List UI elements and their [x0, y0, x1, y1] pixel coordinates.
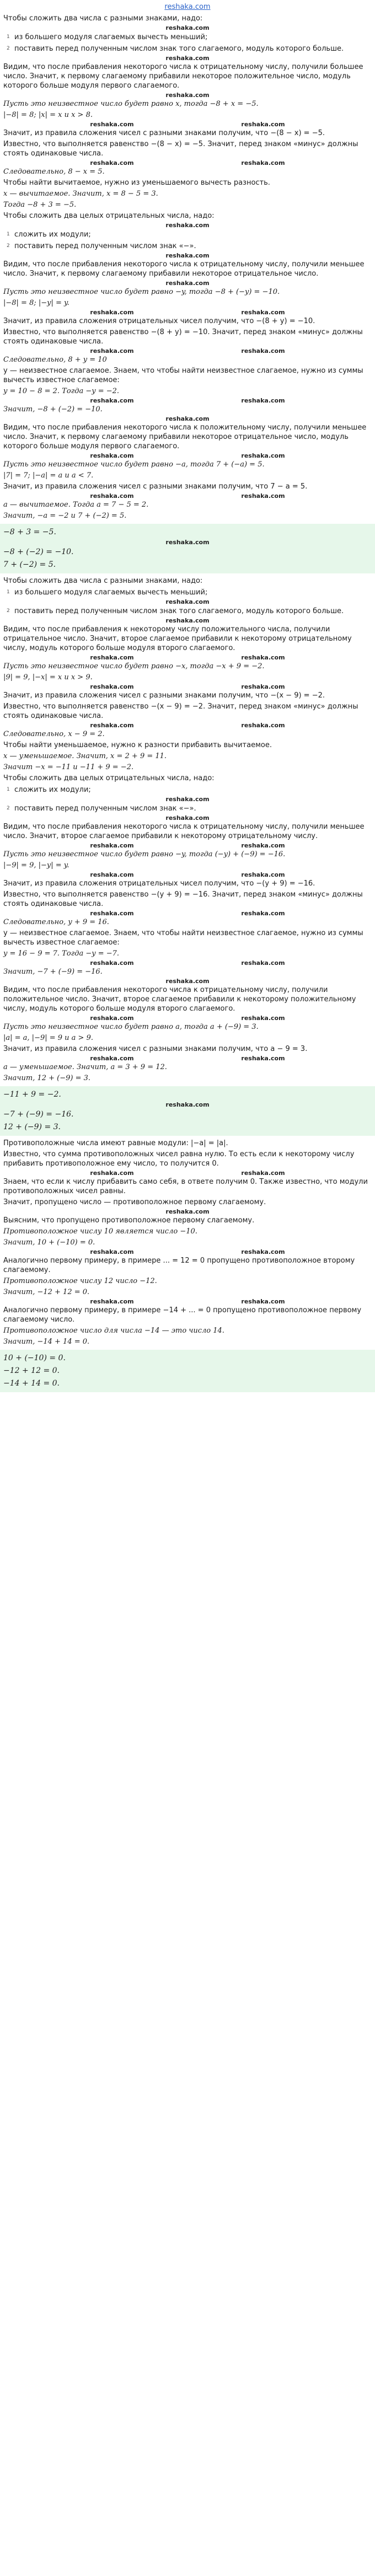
watermark: reshaka.com [90, 1298, 134, 1305]
answers-2 [0, 1086, 375, 1136]
watermark: reshaka.com [165, 598, 210, 605]
part1-p7: Чтобы найти вычитаемое, нужно из уменьшаемого вычесть разность. [3, 179, 270, 187]
watermark: reshaka.com [241, 309, 285, 316]
watermark: reshaka.com [90, 1248, 134, 1255]
part4-rule-1: 1 из большего модуля слагаемых вычесть меньший; [7, 588, 208, 597]
part1-rule-2: 2 поставить перед полученным числом знак того слагаемого, модуль которого больше. [7, 45, 344, 53]
watermark: reshaka.com [241, 959, 285, 967]
watermark: reshaka.com [241, 1055, 285, 1062]
part7-p3: Знаем, что если к числу прибавить само себя, в ответе получим 0. Также известно, что модули противоположных чисел равны. [3, 1178, 368, 1195]
watermark: reshaka.com [241, 121, 285, 128]
part4-p8: x — уменьшаемое. Значит, x = 2 + 9 = 11. [3, 752, 167, 760]
part7 [3, 1138, 372, 1348]
watermark: reshaka.com [90, 397, 134, 404]
part7-p2: Известно, что сумма противоположных чисел равна нулю. То есть если к некоторому числу прибавить противоположное ему число, то получится 0. [3, 1150, 355, 1168]
part6-p3: |a| = a, |−9| = 9 и a > 9. [3, 1034, 93, 1042]
watermark-row [3, 1248, 372, 1255]
watermark: reshaka.com [90, 654, 134, 661]
watermark-row [3, 347, 372, 355]
part2-p4: Значит, из правила сложения отрицательных чисел получим, что −(8 + y) = −10. [3, 317, 315, 325]
part2-rule-2: 2 поставить перед полученным числом знак «−». [7, 242, 196, 250]
rule-text: поставить перед полученным числом знак «−». [14, 242, 196, 250]
part1-p1: Видим, что после прибавления некоторого числа к отрицательному числу, получили большее число. Значит, к первому слагаемому прибавили некоторое положительное число, модуль которого больше модуля первого слагаемого. [3, 63, 363, 90]
part1-rule-1: 1 из большего модуля слагаемых вычесть меньший; [7, 33, 208, 41]
watermark-row [3, 654, 372, 661]
part2-p2: Пусть это неизвестное число будет равно −y, тогда −8 + (−y) = −10. [3, 288, 280, 296]
part4-p3: |9| = 9, |−x| = x и x > 9. [3, 673, 93, 681]
watermark: reshaka.com [241, 910, 285, 917]
part5-rule-1: 1 сложить их модули; [7, 786, 91, 794]
answer-1-3: 7 + (−2) = 5. [3, 559, 372, 571]
watermark: reshaka.com [165, 92, 210, 99]
watermark-row [3, 309, 372, 316]
watermark: reshaka.com [241, 842, 285, 849]
part1-p9: Тогда −8 + 3 = −5. [3, 201, 77, 209]
answer-2-1: −11 + 9 = −2. [3, 1088, 372, 1101]
part1-p3: |−8| = 8; |x| = x и x > 8. [3, 111, 93, 119]
rule-text: сложить их модули; [14, 230, 91, 239]
part7-p11: Аналогично первому примеру, в примере −14 + ... = 0 пропущено противоположное первому слагаемому число. [3, 1306, 362, 1324]
watermark: reshaka.com [165, 1101, 210, 1108]
part2-p8: y = 10 − 8 = 2. Тогда −y = −2. [3, 387, 120, 395]
watermark-row [3, 959, 372, 967]
watermark-row [3, 492, 372, 500]
watermark: reshaka.com [90, 842, 134, 849]
watermark: reshaka.com [165, 222, 210, 229]
watermark: reshaka.com [165, 55, 210, 62]
answer-1-1: −8 + 3 = −5. [3, 526, 372, 539]
rule-text: поставить перед полученным числом знак того слагаемого, модуль которого больше. [14, 607, 344, 615]
part3-p2: Пусть это неизвестное число будет равно −a, тогда 7 + (−a) = 5. [3, 460, 265, 469]
watermark-row [3, 683, 372, 690]
part2-p7: y — неизвестное слагаемое. Знаем, что чтобы найти неизвестное слагаемое, нужно из суммы вычесть известное слагаемое: [3, 367, 363, 384]
part4-intro: Чтобы сложить два числа с разными знаками, надо: [3, 577, 203, 585]
part6-p2: Пусть это неизвестное число будет равно a, тогда a + (−9) = 3. [3, 1023, 259, 1031]
answer-1-2: −8 + (−2) = −10. [3, 546, 372, 559]
watermark: reshaka.com [90, 722, 134, 729]
watermark: reshaka.com [241, 871, 285, 878]
part6-p4: Значит, из правила сложения чисел с разными знаками получим, что a − 9 = 3. [3, 1045, 308, 1053]
part6 [3, 978, 372, 1084]
watermark-row [3, 452, 372, 459]
part5-rule-2: 2 поставить перед полученным числом знак «−». [7, 804, 196, 813]
watermark: reshaka.com [241, 722, 285, 729]
part4 [3, 576, 372, 773]
watermark-row [3, 1298, 372, 1305]
part5-p7: y — неизвестное слагаемое. Знаем, что чтобы найти неизвестное слагаемое, нужно из суммы вычесть известное слагаемое: [3, 929, 363, 947]
part6-p6: Значит, 12 + (−9) = 3. [3, 1074, 91, 1082]
part7-p1: Противоположные числа имеют равные модули: |−a| = |a|. [3, 1139, 228, 1147]
part3-p4: Значит, из правила сложения чисел с разными знаками получим, что 7 − a = 5. [3, 482, 308, 491]
watermark: reshaka.com [165, 252, 210, 259]
answer-3-2: −12 + 12 = 0. [3, 1365, 372, 1377]
part5-p5: Известно, что выполняется равенство −(y + 9) = −16. Значит, перед знаком «минус» должны стоять одинаковые числа. [3, 890, 363, 908]
part2-p6: Следовательно, 8 + y = 10 [3, 356, 107, 364]
watermark: reshaka.com [165, 814, 210, 822]
part4-p5: Известно, что выполняется равенство −(x − 9) = −2. Значит, перед знаком «минус» должны стоять одинаковые числа. [3, 702, 358, 720]
watermark-row [3, 397, 372, 404]
watermark: reshaka.com [165, 539, 210, 546]
part5-p1: Видим, что после прибавления некоторого числа к отрицательному числу, получили меньшее число. Значит, второе слагаемое прибавили к некоторому отрицательному числу. [3, 823, 365, 840]
part1-intro: Чтобы сложить два числа с разными знаками, надо: [3, 14, 203, 23]
part7-p9: Противоположное числу 12 число −12. [3, 1277, 157, 1285]
part7-p5: Выясним, что пропущено противоположное первому слагаемому. [3, 1216, 255, 1225]
part4-p6: Следовательно, x − 9 = 2. [3, 730, 105, 738]
part4-p1: Видим, что после прибавления к некоторому числу положительного числа, получили отрицательное число. Значит, второе слагаемое прибавили к некоторому отрицательному числу, модуль которого больше модуля второго слагаемого. [3, 625, 352, 652]
part2-intro: Чтобы сложить два целых отрицательных числа, надо: [3, 212, 215, 220]
watermark: reshaka.com [90, 959, 134, 967]
watermark: reshaka.com [165, 280, 210, 287]
part1-p4: Значит, из правила сложения чисел с разными знаками получим, что −(8 − x) = −5. [3, 129, 325, 137]
watermark: reshaka.com [165, 978, 210, 985]
part1-p2: Пусть это неизвестное число будет равно x, тогда −8 + x = −5. [3, 100, 259, 108]
part5-p3: |−9| = 9, |−y| = y. [3, 861, 69, 870]
part2 [3, 211, 372, 415]
part3 [3, 415, 372, 522]
watermark: reshaka.com [90, 1055, 134, 1062]
watermark-row [3, 842, 372, 849]
part7-p6: Противоположное числу 10 является число −10. [3, 1227, 197, 1236]
part2-rule-1: 1 сложить их модули; [7, 230, 91, 239]
watermark: reshaka.com [90, 1015, 134, 1022]
part7-p10: Значит, −12 + 12 = 0. [3, 1288, 90, 1296]
watermark: reshaka.com [241, 1015, 285, 1022]
watermark: reshaka.com [241, 1298, 285, 1305]
part1-p6: Следовательно, 8 − x = 5. [3, 168, 105, 176]
part4-rule-2: 2 поставить перед полученным числом знак того слагаемого, модуль которого больше. [7, 607, 344, 615]
part6-p5: a — уменьшаемое. Значит, a = 3 + 9 = 12. [3, 1063, 167, 1071]
site-title-link[interactable]: reshaka.com [164, 3, 211, 11]
watermark: reshaka.com [241, 452, 285, 459]
watermark: reshaka.com [165, 617, 210, 624]
watermark: reshaka.com [165, 24, 210, 31]
rule-text: сложить их модули; [14, 786, 91, 794]
part7-p13: Значит, −14 + 14 = 0. [3, 1338, 90, 1346]
watermark: reshaka.com [241, 492, 285, 500]
watermark: reshaka.com [241, 1248, 285, 1255]
answers-3 [0, 1350, 375, 1392]
watermark: reshaka.com [241, 159, 285, 167]
watermark: reshaka.com [90, 1169, 134, 1177]
watermark: reshaka.com [90, 492, 134, 500]
answers-1 [0, 524, 375, 573]
watermark: reshaka.com [241, 683, 285, 690]
part5-p2: Пусть это неизвестное число будет равно −y, тогда (−y) + (−9) = −16. [3, 850, 286, 858]
part5 [3, 773, 372, 978]
part1-p8: x — вычитаемое. Значит, x = 8 − 5 = 3. [3, 190, 158, 198]
part3-p5: a — вычитаемое. Тогда a = 7 − 5 = 2. [3, 501, 149, 509]
part3-p3: |7| = 7; |−a| = a и a < 7. [3, 471, 94, 480]
part2-p5: Известно, что выполняется равенство −(8 + y) = −10. Значит, перед знаком «минус» должны стоять одинаковые числа. [3, 328, 363, 346]
part5-p9: Значит, −7 + (−9) = −16. [3, 968, 103, 976]
answer-3-3: −14 + 14 = 0. [3, 1377, 372, 1390]
answer-2-2: −7 + (−9) = −16. [3, 1108, 372, 1121]
watermark: reshaka.com [241, 654, 285, 661]
watermark-row [3, 121, 372, 128]
part2-p3: |−8| = 8; |−y| = y. [3, 299, 69, 307]
site-header [3, 0, 372, 13]
answer-3-1: 10 + (−10) = 0. [3, 1352, 372, 1365]
watermark: reshaka.com [90, 159, 134, 167]
watermark: reshaka.com [90, 347, 134, 355]
watermark: reshaka.com [241, 397, 285, 404]
rule-text: из большего модуля слагаемых вычесть меньший; [14, 588, 208, 597]
part1 [3, 13, 372, 211]
part3-p1: Видим, что после прибавления некоторого числа к положительному числу, получили меньшее число. Значит, к первому слагаемому прибавили некоторое отрицательное число, модуль которого больше модуля первого слагаемого. [3, 423, 367, 450]
watermark: reshaka.com [165, 796, 210, 803]
part4-p4: Значит, из правила сложения чисел с разными знаками получим, что −(x − 9) = −2. [3, 691, 325, 700]
part7-p4: Значит, пропущено число — противоположное первому слагаемому. [3, 1198, 266, 1206]
watermark: reshaka.com [241, 1169, 285, 1177]
part2-p1: Видим, что после прибавления некоторого числа к отрицательному числу, получили меньшее число. Значит, к первому слагаемому прибавили некоторое отрицательное число. [3, 260, 365, 278]
watermark-row [3, 1015, 372, 1022]
watermark: reshaka.com [90, 452, 134, 459]
part3-p6: Значит, −a = −2 и 7 + (−2) = 5. [3, 512, 127, 520]
part4-p9: Значит −x = −11 и −11 + 9 = −2. [3, 763, 134, 771]
part5-p8: y = 16 − 9 = 7. Тогда −y = −7. [3, 949, 120, 958]
watermark-row [3, 722, 372, 729]
watermark: reshaka.com [165, 1208, 210, 1215]
part7-p12: Противоположное число для числа −14 — это число 14. [3, 1327, 224, 1335]
part4-p2: Пусть это неизвестное число будет равно −x, тогда −x + 9 = −2. [3, 662, 265, 670]
part5-p4: Значит, из правила сложения отрицательных чисел получим, что −(y + 9) = −16. [3, 879, 315, 888]
watermark: reshaka.com [90, 121, 134, 128]
watermark-row [3, 871, 372, 878]
answer-2-3: 12 + (−9) = 3. [3, 1121, 372, 1134]
watermark: reshaka.com [165, 415, 210, 422]
watermark: reshaka.com [90, 910, 134, 917]
watermark: reshaka.com [90, 309, 134, 316]
part2-p9: Значит, −8 + (−2) = −10. [3, 405, 103, 414]
watermark-row [3, 1169, 372, 1177]
part5-p6: Следовательно, y + 9 = 16. [3, 918, 109, 926]
part5-intro: Чтобы сложить два целых отрицательных числа, надо: [3, 774, 215, 782]
watermark: reshaka.com [90, 683, 134, 690]
watermark-row [3, 159, 372, 167]
part1-p5: Известно, что выполняется равенство −(8 − x) = −5. Значит, перед знаком «минус» должны стоять одинаковые числа. [3, 140, 358, 158]
watermark-row [3, 1055, 372, 1062]
watermark-row [3, 910, 372, 917]
watermark: reshaka.com [90, 871, 134, 878]
watermark: reshaka.com [241, 347, 285, 355]
rule-text: из большего модуля слагаемых вычесть меньший; [14, 33, 208, 41]
part6-p1: Видим, что после прибавления некоторого числа к отрицательному числу, получили положительное число. Значит, второе слагаемое прибавили к некоторому положительному числу, модуль которого больше модуля второго слагаемого. [3, 986, 356, 1013]
rule-text: поставить перед полученным числом знак того слагаемого, модуль которого больше. [14, 45, 344, 53]
part7-p8: Аналогично первому примеру, в примере ... = 12 = 0 пропущено противоположное второму слагаемому. [3, 1257, 355, 1274]
rule-text: поставить перед полученным числом знак «−». [14, 804, 196, 813]
part7-p7: Значит, 10 + (−10) = 0. [3, 1238, 95, 1247]
part4-p7: Чтобы найти уменьшаемое, нужно к разности прибавить вычитаемое. [3, 741, 272, 749]
